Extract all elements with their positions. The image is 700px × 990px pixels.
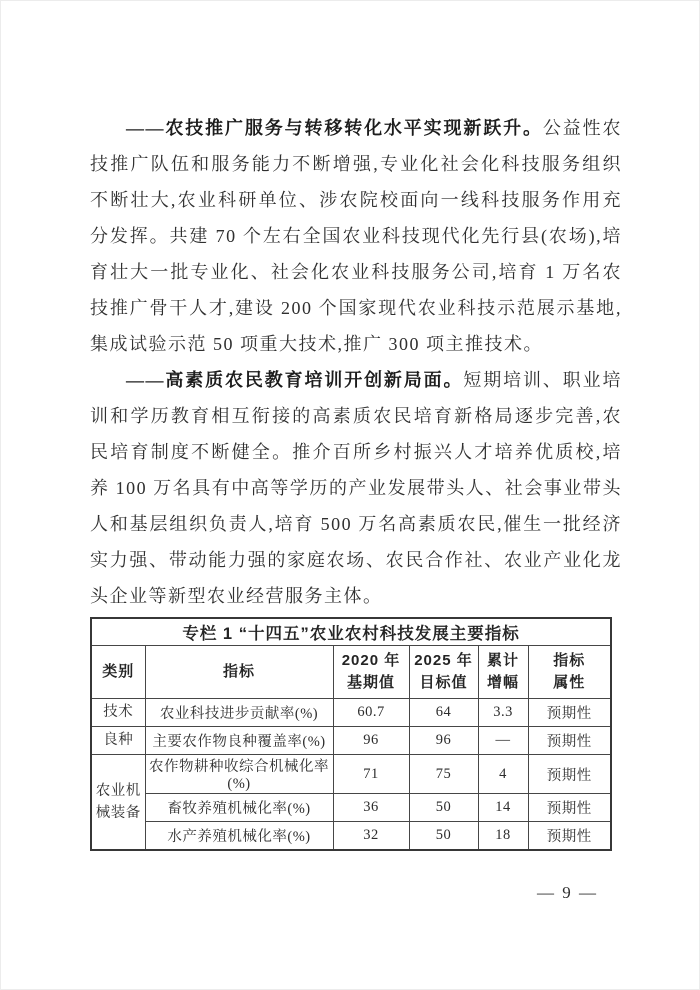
cell-attribute: 预期性 bbox=[528, 755, 611, 794]
cell-target-value: 50 bbox=[409, 822, 478, 851]
paragraph-agritech-extension bbox=[90, 110, 622, 362]
cell-increase: 4 bbox=[478, 755, 528, 794]
cell-target-value: 50 bbox=[409, 794, 478, 822]
table-row bbox=[91, 727, 611, 755]
paragraph-body: 短期培训、职业培训和学历教育相互衔接的高素质农民培育新格局逐步完善,农民培育制度不断健全。推介百所乡村振兴人才培养优质校,培养 100 万名具有中高等学历的产业发展带头人、社会事业带头人和基层组织负责人,培育 500 万名高素质农民,催生一批经济实力强、带动能力强的家庭农场、农民合作社、农业产业化龙头企业等新型农业经营服务主体。 bbox=[90, 370, 623, 606]
cell-base-value: 32 bbox=[333, 822, 409, 851]
cell-indicator: 农业科技进步贡献率(%) bbox=[145, 699, 333, 727]
table-header-row bbox=[91, 646, 611, 699]
col-header-label: 基期值 bbox=[346, 674, 395, 691]
col-header-label: 2025 年 bbox=[414, 652, 473, 670]
paragraph-body: 公益性农技推广队伍和服务能力不断增强,专业化社会化科技服务组织不断壮大,农业科研单位、涉农院校面向一线科技服务作用充分发挥。共建 70 个左右全国农业科技现代化先行县(农场),培育壮大一批专业化、社会化农业科技服务公司,培育 1 万名农技推广骨干人才,建设 200 个国家现代农业科技示范展示基地,集成试验示范 50 项重大技术,推广 300 项主推技术。 bbox=[90, 118, 622, 354]
col-header-target-2025 bbox=[409, 646, 478, 699]
cell-increase: 3.3 bbox=[478, 699, 528, 727]
cell-category-machinery: 农业机械装备 bbox=[91, 755, 145, 851]
cell-target-value: 96 bbox=[409, 727, 478, 755]
cell-target-value: 64 bbox=[409, 699, 478, 727]
cell-increase: 18 bbox=[478, 822, 528, 851]
indicator-table bbox=[90, 617, 612, 851]
page-number: — 9 — bbox=[537, 883, 598, 902]
cell-category: 良种 bbox=[91, 727, 145, 755]
body-text bbox=[90, 110, 622, 614]
paragraph-lead: ——农技推广服务与转移转化水平实现新跃升。 bbox=[126, 118, 543, 138]
cell-indicator: 畜牧养殖机械化率(%) bbox=[145, 794, 333, 822]
cell-attribute: 预期性 bbox=[528, 794, 611, 822]
cell-increase: 14 bbox=[478, 794, 528, 822]
col-header-cumulative-increase bbox=[478, 646, 528, 699]
col-header-label: 指标 bbox=[553, 652, 586, 670]
cell-target-value: 75 bbox=[409, 755, 478, 794]
cell-indicator: 农作物耕种收综合机械化率(%) bbox=[145, 755, 333, 794]
cell-category: 技术 bbox=[91, 699, 145, 727]
paragraph-lead: ——高素质农民教育培训开创新局面。 bbox=[126, 370, 464, 390]
cell-attribute: 预期性 bbox=[528, 699, 611, 727]
col-header-indicator bbox=[145, 646, 333, 699]
cell-increase: — bbox=[478, 727, 528, 755]
cell-indicator: 主要农作物良种覆盖率(%) bbox=[145, 727, 333, 755]
cell-base-value: 96 bbox=[333, 727, 409, 755]
cell-attribute: 预期性 bbox=[528, 727, 611, 755]
table-row bbox=[91, 699, 611, 727]
table-row bbox=[91, 755, 611, 794]
cell-attribute: 预期性 bbox=[528, 822, 611, 851]
table-row bbox=[91, 794, 611, 822]
paragraph-farmer-education bbox=[90, 362, 622, 614]
cell-base-value: 60.7 bbox=[333, 699, 409, 727]
table-title-row bbox=[91, 618, 611, 646]
col-header-label: 目标值 bbox=[419, 674, 468, 691]
col-header-label: 属性 bbox=[553, 674, 586, 691]
col-header-category bbox=[91, 646, 145, 699]
cell-base-value: 36 bbox=[333, 794, 409, 822]
table-title: 专栏 1 “十四五”农业农村科技发展主要指标 bbox=[91, 618, 611, 646]
col-header-label: 指标 bbox=[222, 663, 255, 681]
table-row bbox=[91, 822, 611, 851]
cell-indicator: 水产养殖机械化率(%) bbox=[145, 822, 333, 851]
col-header-label: 累计 bbox=[486, 652, 519, 670]
col-header-label: 类别 bbox=[102, 663, 135, 681]
col-header-indicator-attribute bbox=[528, 646, 611, 699]
col-header-label: 2020 年 bbox=[341, 652, 401, 670]
cell-base-value: 71 bbox=[333, 755, 409, 794]
col-header-label: 增幅 bbox=[486, 674, 519, 691]
col-header-base-2020 bbox=[333, 646, 409, 699]
